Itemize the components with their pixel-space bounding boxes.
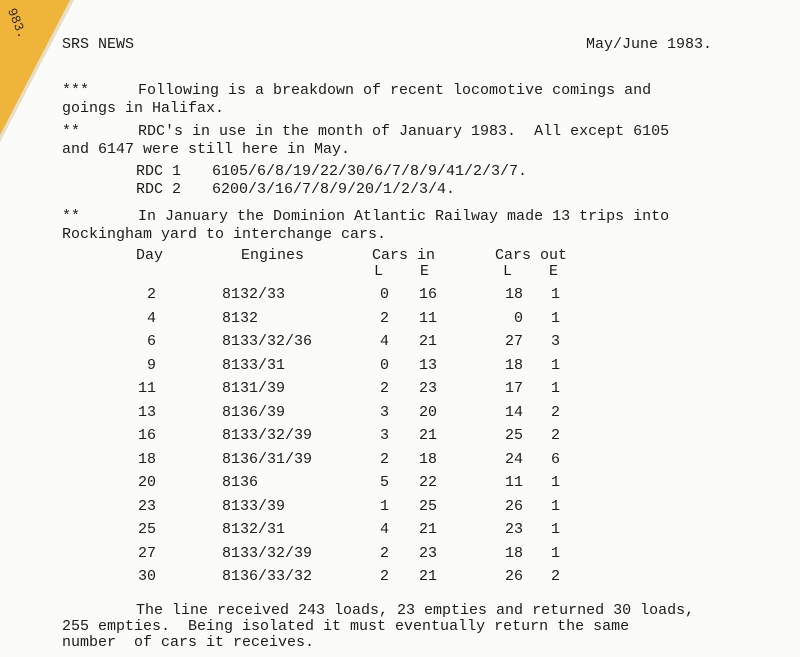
cell-engines: 8136/33/32 bbox=[222, 568, 313, 585]
cell-out-l: 18 bbox=[504, 544, 523, 562]
cell-out-l: 17 bbox=[504, 380, 523, 397]
cell-engines: 8132/31 bbox=[222, 521, 286, 538]
cell-out-e: 3 bbox=[551, 333, 561, 350]
cell-day: 13 bbox=[137, 403, 156, 421]
cell-in-l: 2 bbox=[380, 309, 390, 327]
cell-day: 4 bbox=[146, 309, 156, 327]
cell-in-l: 2 bbox=[380, 568, 390, 585]
cell-out-e: 1 bbox=[551, 474, 561, 491]
cell-engines: 8131/39 bbox=[222, 380, 286, 397]
cell-engines: 8133/39 bbox=[222, 497, 286, 515]
cell-out-l: 11 bbox=[504, 474, 523, 491]
table-row bbox=[0, 451, 800, 475]
rdc2-line bbox=[136, 181, 455, 199]
para1-text1: Following is a breakdown of recent locomotive comings and bbox=[138, 82, 652, 99]
cell-day: 18 bbox=[137, 450, 156, 468]
cell-in-l: 3 bbox=[380, 427, 390, 444]
cell-in-l: 1 bbox=[380, 497, 390, 515]
cell-day: 9 bbox=[146, 356, 156, 374]
cell-out-l: 18 bbox=[504, 286, 523, 303]
corner-tab-text: 983. bbox=[4, 6, 30, 41]
para1-line2: goings in Halifax. bbox=[62, 100, 225, 117]
cell-out-e: 2 bbox=[551, 403, 561, 421]
cell-engines: 8133/32/39 bbox=[222, 544, 313, 562]
cell-in-l: 5 bbox=[380, 474, 390, 491]
table-row bbox=[0, 333, 800, 357]
rdc2-units: 6200/3/16/7/8/9/20/1/2/3/4. bbox=[212, 181, 456, 198]
para1-marker: *** bbox=[62, 82, 90, 99]
cell-out-l: 24 bbox=[504, 450, 523, 468]
cell-engines: 8136/39 bbox=[222, 403, 286, 421]
cell-day: 6 bbox=[146, 333, 156, 350]
rdc2-label: RDC 2 bbox=[136, 181, 182, 198]
cell-engines: 8132/33 bbox=[222, 286, 286, 303]
para3-line2: Rockingham yard to interchange cars. bbox=[62, 226, 387, 243]
publication-title: SRS NEWS bbox=[62, 36, 135, 53]
cell-day: 27 bbox=[137, 544, 156, 562]
cell-day: 25 bbox=[137, 521, 156, 538]
table-row bbox=[0, 380, 800, 404]
cell-day: 30 bbox=[137, 568, 156, 585]
cell-engines: 8133/32/36 bbox=[222, 333, 313, 350]
para2-line1 bbox=[62, 123, 669, 141]
cell-out-l: 18 bbox=[504, 356, 523, 374]
table-row bbox=[0, 357, 800, 381]
rdc1-label: RDC 1 bbox=[136, 163, 182, 180]
para3-text1: In January the Dominion Atlantic Railway made 13 trips into bbox=[138, 208, 670, 225]
para2-line2: and 6147 were still here in May. bbox=[62, 141, 351, 158]
cell-day: 2 bbox=[146, 286, 156, 303]
cell-out-e: 1 bbox=[551, 521, 561, 538]
table-row bbox=[0, 404, 800, 428]
para3-line1 bbox=[62, 208, 669, 226]
table-row bbox=[0, 568, 800, 592]
cell-out-e: 1 bbox=[551, 544, 561, 562]
cell-in-l: 3 bbox=[380, 403, 390, 421]
rdc1-line bbox=[136, 163, 527, 181]
para2-marker: ** bbox=[62, 123, 81, 140]
cell-out-l: 23 bbox=[504, 521, 523, 538]
cell-out-e: 2 bbox=[551, 568, 561, 585]
cell-out-l: 27 bbox=[504, 333, 523, 350]
cell-in-e: 21 bbox=[419, 427, 438, 444]
cell-in-l: 2 bbox=[380, 380, 390, 397]
cell-out-l: 26 bbox=[504, 568, 523, 585]
cell-in-e: 16 bbox=[419, 286, 438, 303]
cell-out-l: 26 bbox=[504, 497, 523, 515]
cell-engines: 8133/32/39 bbox=[222, 427, 313, 444]
col-header-out-e: E bbox=[549, 263, 559, 280]
para3-marker: ** bbox=[62, 208, 81, 225]
cell-day: 23 bbox=[137, 497, 156, 515]
para1-line1 bbox=[62, 82, 651, 100]
cell-day: 20 bbox=[137, 474, 156, 491]
table-row bbox=[0, 427, 800, 451]
cell-in-e: 11 bbox=[419, 309, 438, 327]
rdc1-units: 6105/6/8/19/22/30/6/7/8/9/41/2/3/7. bbox=[212, 163, 528, 180]
cell-in-l: 0 bbox=[380, 286, 390, 303]
cell-in-l: 4 bbox=[380, 521, 390, 538]
col-header-engines: Engines bbox=[241, 247, 305, 264]
cell-engines: 8132 bbox=[222, 309, 259, 327]
footer-line2: 255 empties. Being isolated it must eventually return the same bbox=[62, 618, 630, 635]
col-header-in-l: L bbox=[374, 263, 384, 280]
cell-in-e: 23 bbox=[419, 380, 438, 397]
table-row bbox=[0, 310, 800, 334]
col-header-out-l: L bbox=[503, 263, 513, 280]
cell-out-l: 14 bbox=[504, 403, 523, 421]
cell-out-e: 1 bbox=[551, 380, 561, 397]
cell-day: 16 bbox=[137, 427, 156, 444]
cell-out-l: 0 bbox=[513, 309, 523, 327]
issue-date: May/June 1983. bbox=[586, 36, 713, 53]
table-row bbox=[0, 545, 800, 569]
cell-in-l: 2 bbox=[380, 450, 390, 468]
table-row bbox=[0, 286, 800, 310]
col-header-day: Day bbox=[136, 247, 164, 264]
footer-line1: The line received 243 loads, 23 empties and returned 30 loads, bbox=[136, 602, 695, 619]
cell-in-e: 25 bbox=[419, 497, 438, 515]
cell-in-e: 21 bbox=[419, 333, 438, 350]
table-row bbox=[0, 474, 800, 498]
trip-table-body bbox=[0, 286, 800, 592]
cell-engines: 8133/31 bbox=[222, 356, 286, 374]
cell-in-e: 22 bbox=[419, 474, 438, 491]
cell-in-l: 2 bbox=[380, 544, 390, 562]
cell-in-e: 21 bbox=[419, 521, 438, 538]
table-row bbox=[0, 498, 800, 522]
cell-day: 11 bbox=[137, 380, 156, 397]
cell-in-e: 23 bbox=[419, 544, 438, 562]
cell-in-e: 21 bbox=[419, 568, 438, 585]
cell-out-e: 1 bbox=[551, 497, 561, 515]
cell-out-e: 1 bbox=[551, 286, 561, 303]
cell-engines: 8136 bbox=[222, 474, 259, 491]
para2-text1: RDC's in use in the month of January 1983. All except 6105 bbox=[138, 123, 670, 140]
table-row bbox=[0, 521, 800, 545]
cell-out-e: 2 bbox=[551, 427, 561, 444]
cell-engines: 8136/31/39 bbox=[222, 450, 313, 468]
col-header-in-e: E bbox=[420, 263, 430, 280]
cell-in-l: 0 bbox=[380, 356, 390, 374]
cell-out-l: 25 bbox=[504, 427, 523, 444]
cell-in-e: 20 bbox=[419, 403, 438, 421]
cell-out-e: 1 bbox=[551, 309, 561, 327]
cell-out-e: 1 bbox=[551, 356, 561, 374]
col-header-cars-out: Cars out bbox=[495, 247, 568, 264]
cell-in-e: 13 bbox=[419, 356, 438, 374]
cell-in-e: 18 bbox=[419, 450, 438, 468]
cell-in-l: 4 bbox=[380, 333, 390, 350]
cell-out-e: 6 bbox=[551, 450, 561, 468]
col-header-cars-in: Cars in bbox=[372, 247, 436, 264]
footer-line3: number of cars it receives. bbox=[62, 634, 315, 651]
